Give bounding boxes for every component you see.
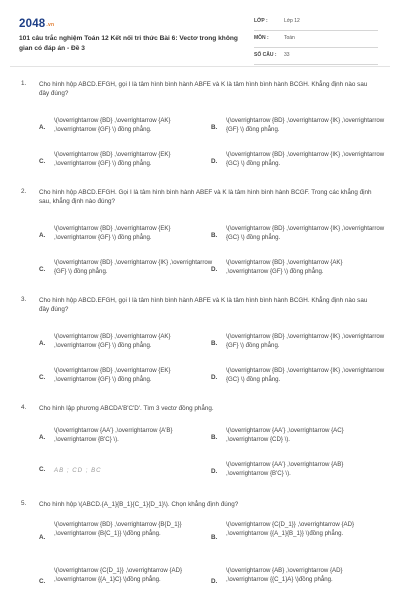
option-letter: B. — [211, 124, 218, 131]
question-text: Cho hình hộp ABCD.EFGH, gọi I là tâm hình bình hành ABFE và K là tâm hình bình hành BCGH. Khẳng định nào sau đây đúng? — [39, 81, 368, 98]
option-letter: A. — [39, 232, 46, 239]
option-text: \(\overrightarrow {AA'} ,\overrightarrow {AC} ,\overrightarrow {CD} \). — [226, 427, 344, 444]
option-letter: A. — [39, 434, 46, 441]
option-letter: C. — [39, 374, 46, 381]
option-letter: A. — [39, 534, 46, 541]
option-text: AB ; CD ; BC — [54, 467, 102, 474]
option-text: \(\overrightarrow {AB} ,\overrightarrow {AD} ,\overrightarrow {{C_1}A} \)đồng phẳng. — [226, 567, 343, 584]
option-text: \(\overrightarrow {BD} ,\overrightarrow {EK} ,\overrightarrow {GF} \) đồng phẳng. — [54, 151, 171, 168]
question-number: 1. — [21, 80, 27, 87]
option-text: \(\overrightarrow {AA'} ,\overrightarrow {A'B} ,\overrightarrow {B'C} \). — [54, 427, 173, 444]
option-letter: D. — [211, 266, 218, 273]
option-letter: B. — [211, 434, 218, 441]
question-number: 2. — [21, 188, 27, 195]
meta-value: Lớp 12 — [284, 18, 300, 24]
option-letter: C. — [39, 158, 46, 165]
meta-label: LỚP : — [254, 18, 268, 24]
option-text: \(\overrightarrow {BD} ,\overrightarrow {IK} ,\overrightarrow {GC} \) đồng phẳng. — [226, 225, 385, 242]
question-text: Cho hình lập phương ABCDA'B'C'D'. Tìm 3 vectơ đồng phẳng. — [39, 405, 214, 412]
option-text: \(\overrightarrow {BD} ,\overrightarrow {B{D_1}} ,\overrightarrow {B{C_1}} \)đồng phẳng. — [54, 521, 182, 538]
question-number: 5. — [21, 500, 27, 507]
option-text: \(\overrightarrow {BD} ,\overrightarrow {AK} ,\overrightarrow {GF} \) đồng phẳng. — [54, 333, 171, 350]
option-letter: B. — [211, 340, 218, 347]
logo-tld: .vn — [46, 22, 55, 28]
option-text: \(\overrightarrow {BD} ,\overrightarrow {IK} ,\overrightarrow {GC} \) đồng phẳng. — [226, 151, 385, 168]
option-letter: D. — [211, 578, 218, 585]
option-text: \(\overrightarrow {BD} ,\overrightarrow {IK} ,\overrightarrow {GF} \) đồng phẳng. — [226, 117, 385, 134]
meta-label: MÔN : — [254, 35, 269, 41]
question-text: Cho hình hộp \(ABCD.{A_1}{B_1}{C_1}{D_1}\). Chọn khẳng định đúng? — [39, 501, 239, 508]
option-letter: C. — [39, 266, 46, 273]
option-letter: B. — [211, 534, 218, 541]
option-letter: B. — [211, 232, 218, 239]
option-letter: C. — [39, 578, 46, 585]
meta-value: 33 — [284, 52, 290, 58]
option-text: \(\overrightarrow {C{D_1}} ,\overrightarrow {AD} ,\overrightarrow {{A_1}C} \)đồng phẳng. — [54, 567, 183, 584]
option-text: \(\overrightarrow {BD} ,\overrightarrow {AK} ,\overrightarrow {GF} \) đồng phẳng. — [54, 117, 171, 134]
option-text: \(\overrightarrow {BD} ,\overrightarrow {IK} ,\overrightarrow {GF} \) đồng phẳng. — [226, 333, 385, 350]
option-text: \(\overrightarrow {BD} ,\overrightarrow {EK} ,\overrightarrow {GF} \) đồng phẳng. — [54, 225, 171, 242]
option-text: \(\overrightarrow {BD} ,\overrightarrow {EK} ,\overrightarrow {GF} \) đồng phẳng. — [54, 367, 171, 384]
option-letter: D. — [211, 158, 218, 165]
option-text: \(\overrightarrow {C{D_1}} ,\overrightarrow {AD} ,\overrightarrow {{A_1}{B_1}} \)đồng phẳng. — [226, 521, 355, 538]
question-text: Cho hình hộp ABCD.EFGH, gọi I là tâm hình bình hành ABFE và K là tâm hình bình hành BCGH. Khẳng định nào sau đây đúng? — [39, 297, 368, 314]
option-letter: A. — [39, 340, 46, 347]
option-letter: A. — [39, 124, 46, 131]
question-number: 4. — [21, 404, 27, 411]
option-text: \(\overrightarrow {BD} ,\overrightarrow {IK} ,\overrightarrow {GF} \) đồng phẳng. — [54, 259, 213, 276]
option-text: \(\overrightarrow {BD} ,\overrightarrow {AK} ,\overrightarrow {GF} \) đồng phẳng. — [226, 259, 343, 276]
option-letter: C. — [39, 466, 46, 473]
document-title: 101 câu trắc nghiệm Toán 12 Kết nối tri thức Bài 6: Vectơ trong không gian có đáp án - Đề 3 — [19, 35, 238, 52]
question-text: Cho hình hộp ABCD.EFGH. Gọi I là tâm hình bình hành ABEF và K là tâm hình bình hành BCGF. Trong các khẳng định sau, khẳng định nào đúng? — [39, 189, 372, 206]
meta-label: SỐ CÂU : — [254, 52, 277, 58]
option-text: \(\overrightarrow {AA'} ,\overrightarrow {AB} ,\overrightarrow {B'C} \). — [226, 461, 344, 478]
meta-value: Toán — [284, 35, 295, 41]
option-letter: D. — [211, 374, 218, 381]
question-number: 3. — [21, 296, 27, 303]
logo-text: 2048 — [19, 18, 46, 30]
option-letter: D. — [211, 468, 218, 475]
option-text: \(\overrightarrow {BD} ,\overrightarrow {IK} ,\overrightarrow {GC} \) đồng phẳng. — [226, 367, 385, 384]
